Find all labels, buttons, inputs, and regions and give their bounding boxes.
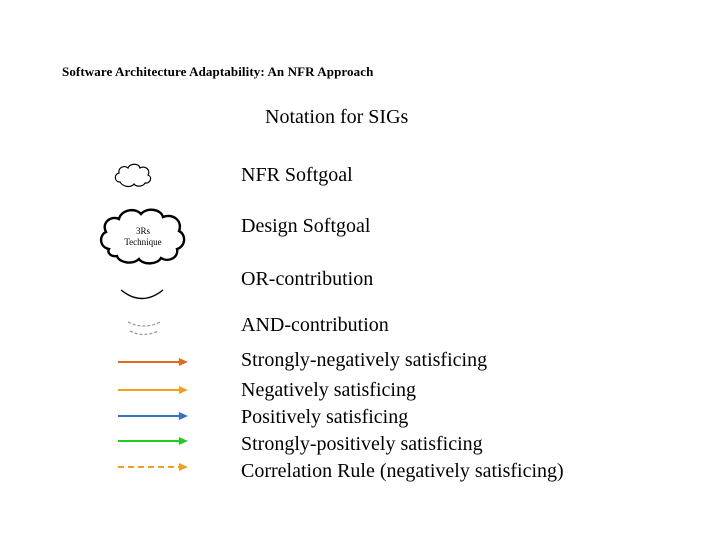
label-nfr-softgoal: NFR Softgoal [241,164,353,186]
label-design-softgoal: Design Softgoal [241,215,371,237]
design-cloud-text-line1: 3Rs [135,226,151,236]
solid-arc-icon [118,285,166,305]
strongly-positive-arrow-icon [118,435,188,447]
label-strongly-positively: Strongly-positively satisficing [241,433,483,455]
page-title: Notation for SIGs [265,106,409,128]
label-negatively: Negatively satisficing [241,379,416,401]
label-strongly-negatively: Strongly-negatively satisficing [241,349,488,371]
label-positively: Positively satisficing [241,406,409,428]
label-and-contribution: AND-contribution [241,314,389,336]
small-cloud-icon [112,160,154,190]
dashed-arc-icon [124,318,164,340]
label-or-contribution: OR-contribution [241,268,374,290]
large-cloud-icon [97,205,189,267]
negative-arrow-icon [118,384,188,396]
strongly-negative-arrow-icon [118,356,188,368]
correlation-dashed-arrow-icon [118,461,188,473]
positive-arrow-icon [118,410,188,422]
slide-header: Software Architecture Adaptability: An NFR Approach [62,64,374,79]
label-correlation-rule: Correlation Rule (negatively satisficing) [241,460,564,482]
design-cloud-text-line2: Technique [124,237,162,247]
